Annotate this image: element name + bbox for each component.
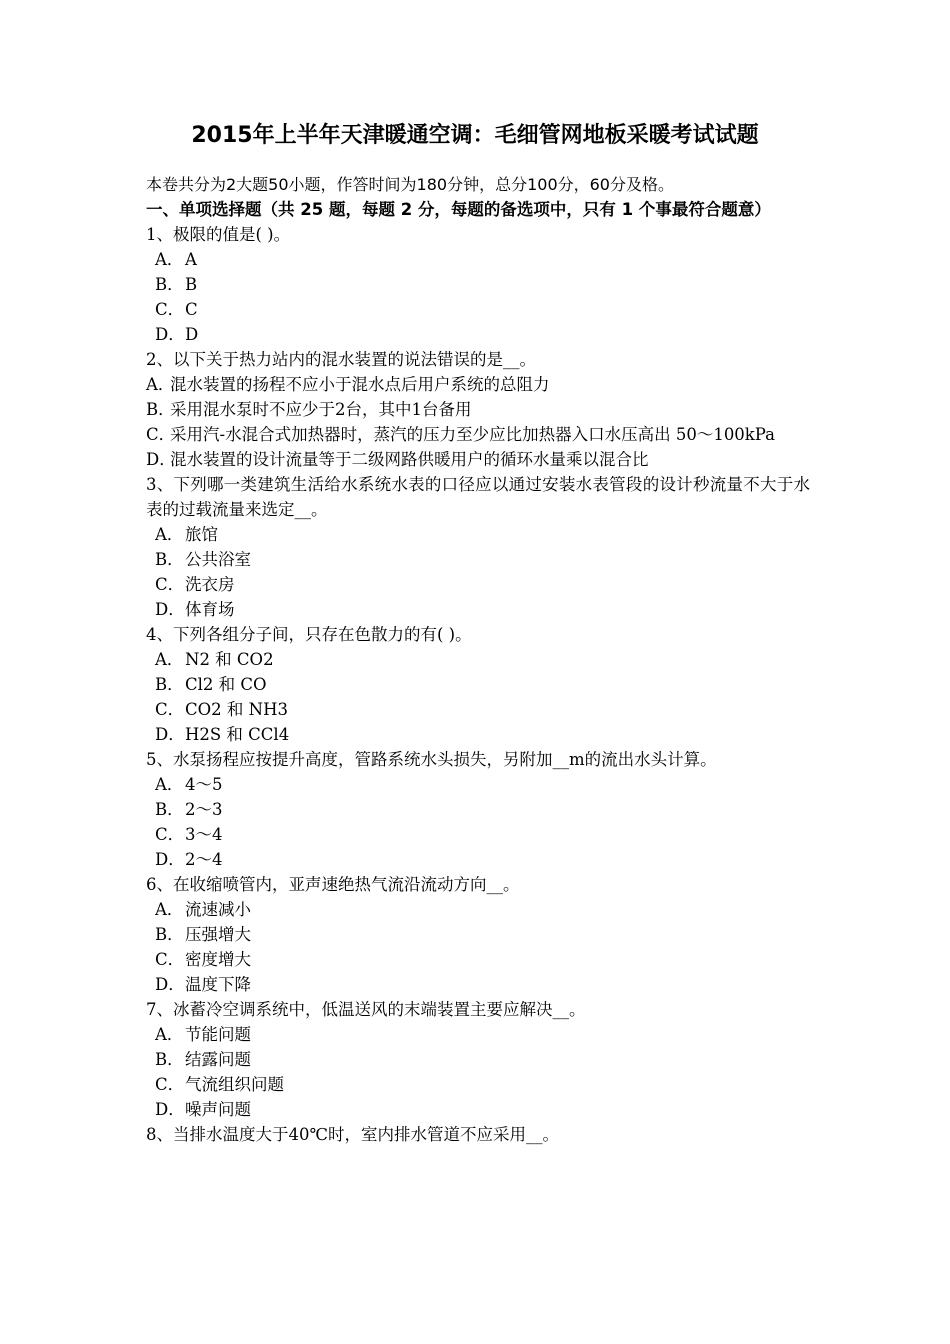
- option-letter: B．: [155, 675, 184, 694]
- option-letter: C．: [155, 700, 185, 719]
- option-letter: D．: [155, 600, 185, 619]
- question-stem: 8、当排水温度大于40℃时，室内排水管道不应采用__。: [146, 1125, 559, 1144]
- option-text: 公共浴室: [185, 550, 251, 569]
- question-item: [146, 747, 810, 872]
- option-letter: C．: [155, 950, 185, 969]
- answer-option: [146, 847, 810, 872]
- question-item: [146, 872, 810, 997]
- option-text: 2～4: [185, 850, 223, 869]
- option-letter: A．: [155, 650, 184, 669]
- answer-option: [146, 397, 810, 422]
- exam-intro: 本卷共分为2大题50小题，作答时间为180分钟，总分100分，60分及格。: [146, 175, 674, 194]
- option-text: C: [185, 300, 198, 319]
- answer-option: [146, 522, 810, 547]
- answer-option: [146, 322, 810, 347]
- answer-option: [146, 697, 810, 722]
- option-letter: C．: [155, 825, 185, 844]
- option-letter: B．: [155, 1050, 184, 1069]
- option-letter: D．: [155, 975, 185, 994]
- option-letter: A．: [155, 775, 184, 794]
- option-text: N2 和 CO2: [185, 650, 274, 669]
- answer-option: [146, 447, 810, 472]
- option-text: H2S 和 CCl4: [185, 725, 290, 744]
- answer-option: [146, 722, 810, 747]
- option-text: 密度增大: [185, 950, 251, 969]
- question-stem: 2、以下关于热力站内的混水装置的说法错误的是__。: [146, 350, 536, 369]
- option-text: 2～3: [185, 800, 223, 819]
- option-text: 温度下降: [185, 975, 251, 994]
- option-letter: A．: [146, 375, 175, 394]
- option-letter: C．: [146, 425, 176, 444]
- option-text: Cl2 和 CO: [185, 675, 267, 694]
- question-stem: 6、在收缩喷管内，亚声速绝热气流沿流动方向__。: [146, 875, 520, 894]
- answer-option: [146, 372, 810, 397]
- question-stem: 1、极限的值是( )。: [146, 225, 291, 244]
- option-text: 4～5: [185, 775, 223, 794]
- option-text: 采用混水泵时不应少于2台，其中1台备用: [170, 400, 472, 419]
- option-text: 采用汽-水混合式加热器时，蒸汽的压力至少应比加热器入口水压高出 50～100kPa: [170, 425, 776, 444]
- question-stem: 7、冰蓄冷空调系统中，低温送风的末端装置主要应解决__。: [146, 1000, 586, 1019]
- answer-option: [146, 597, 810, 622]
- option-letter: D．: [146, 450, 176, 469]
- answer-option: [146, 897, 810, 922]
- option-text: 气流组织问题: [185, 1075, 284, 1094]
- option-text: 洗衣房: [185, 575, 235, 594]
- answer-option: [146, 272, 810, 297]
- answer-option: [146, 247, 810, 272]
- option-letter: A．: [155, 525, 184, 544]
- question-item: [146, 222, 810, 347]
- answer-option: [146, 572, 810, 597]
- option-text: 旅馆: [185, 525, 218, 544]
- document-page: [146, 118, 810, 1147]
- option-text: 结露问题: [185, 1050, 251, 1069]
- option-letter: B．: [155, 800, 184, 819]
- option-letter: C．: [155, 1075, 185, 1094]
- answer-option: [146, 422, 810, 447]
- question-item: [146, 347, 810, 472]
- answer-option: [146, 972, 810, 997]
- option-letter: D．: [155, 1100, 185, 1119]
- question-list: [146, 222, 810, 1147]
- option-letter: B．: [146, 400, 175, 419]
- option-letter: A．: [155, 1025, 184, 1044]
- answer-option: [146, 947, 810, 972]
- question-stem: 3、下列哪一类建筑生活给水系统水表的口径应以通过安装水表管段的设计秒流量不大于水表的过载流量来选定__。: [146, 475, 810, 519]
- question-item: [146, 472, 810, 622]
- option-text: D: [185, 325, 199, 344]
- answer-option: [146, 822, 810, 847]
- question-item: [146, 622, 810, 747]
- answer-option: [146, 672, 810, 697]
- answer-option: [146, 1072, 810, 1097]
- option-text: B: [185, 275, 198, 294]
- answer-option: [146, 1097, 810, 1122]
- question-stem: 4、下列各组分子间，只存在色散力的有( )。: [146, 625, 472, 644]
- answer-option: [146, 772, 810, 797]
- option-text: 3～4: [185, 825, 223, 844]
- option-text: 压强增大: [185, 925, 251, 944]
- option-letter: C．: [155, 575, 185, 594]
- section-heading: 一、单项选择题（共 25 题，每题 2 分，每题的备选项中，只有 1 个事最符合题意）: [146, 200, 771, 219]
- question-stem: 5、水泵扬程应按提升高度，管路系统水头损失，另附加__m的流出水头计算。: [146, 750, 717, 769]
- answer-option: [146, 797, 810, 822]
- option-text: 噪声问题: [185, 1100, 251, 1119]
- answer-option: [146, 547, 810, 572]
- option-text: 混水装置的扬程不应小于混水点后用户系统的总阻力: [170, 375, 550, 394]
- option-text: 节能问题: [185, 1025, 251, 1044]
- option-text: CO2 和 NH3: [185, 700, 288, 719]
- question-item: [146, 997, 810, 1122]
- option-text: A: [185, 250, 197, 269]
- option-letter: B．: [155, 550, 184, 569]
- answer-option: [146, 922, 810, 947]
- answer-option: [146, 297, 810, 322]
- option-letter: B．: [155, 275, 184, 294]
- option-letter: D．: [155, 325, 185, 344]
- question-item: [146, 1122, 810, 1147]
- option-letter: B．: [155, 925, 184, 944]
- option-letter: D．: [155, 850, 185, 869]
- option-text: 流速减小: [185, 900, 251, 919]
- option-letter: C．: [155, 300, 185, 319]
- document-title: 2015年上半年天津暖通空调：毛细管网地板采暖考试试题: [191, 123, 759, 148]
- answer-option: [146, 1047, 810, 1072]
- answer-option: [146, 1022, 810, 1047]
- option-letter: A．: [155, 250, 184, 269]
- option-letter: A．: [155, 900, 184, 919]
- option-text: 混水装置的设计流量等于二级网路供暖用户的循环水量乘以混合比: [170, 450, 649, 469]
- option-letter: D．: [155, 725, 185, 744]
- answer-option: [146, 647, 810, 672]
- option-text: 体育场: [185, 600, 235, 619]
